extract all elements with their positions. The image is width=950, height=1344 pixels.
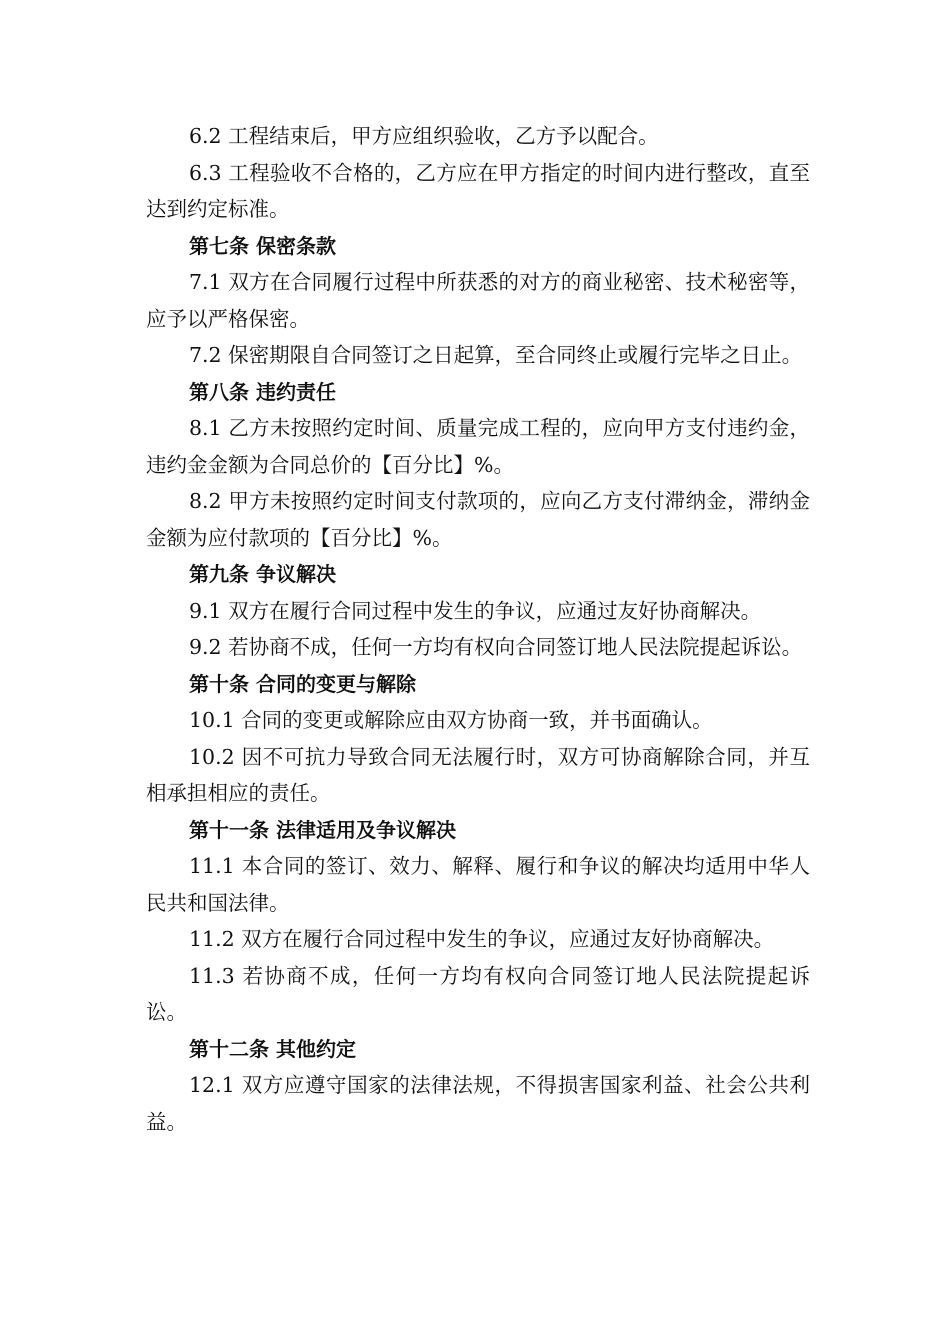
clause-8-2: 8.2 甲方未按照约定时间支付款项的，应向乙方支付滞纳金，滞纳金金额为应付款项的【百分比】%。: [146, 489, 810, 550]
document-page: [146, 118, 810, 1140]
article-11-heading: 第十一条 法律适用及争议解决: [189, 817, 456, 842]
clause-11-3: 11.3 若协商不成，任何一方均有权向合同签订地人民法院提起诉讼。: [146, 963, 810, 1024]
clause-11-2: 11.2 双方在履行合同过程中发生的争议，应通过友好协商解决。: [189, 927, 775, 951]
clause-11-1: 11.1 本合同的签订、效力、解释、履行和争议的解决均适用中华人民共和国法律。: [146, 854, 810, 915]
article-9-heading: 第九条 争议解决: [189, 562, 336, 586]
clause-12-1: 12.1 双方应遵守国家的法律法规，不得损害国家利益、社会公共利益。: [146, 1073, 810, 1134]
article-12-heading: 第十二条 其他约定: [189, 1036, 356, 1061]
clause-10-2: 10.2 因不可抗力导致合同无法履行时，双方可协商解除合同，并互相承担相应的责任。: [146, 744, 810, 805]
clause-7-2: 7.2 保密期限自合同签订之日起算，至合同终止或履行完毕之日止。: [189, 343, 803, 367]
clause-9-1: 9.1 双方在履行合同过程中发生的争议，应通过友好协商解决。: [189, 598, 762, 623]
clause-7-1: 7.1 双方在合同履行过程中所获悉的对方的商业秘密、技术秘密等，应予以严格保密。: [146, 270, 810, 331]
clause-8-1: 8.1 乙方未按照约定时间、质量完成工程的，应向甲方支付违约金，违约金金额为合同总价的【百分比】%。: [146, 416, 810, 477]
clause-6-3: 6.3 工程验收不合格的，乙方应在甲方指定的时间内进行整改，直至达到约定标准。: [146, 160, 810, 221]
article-8-heading: 第八条 违约责任: [189, 379, 336, 404]
clause-10-1: 10.1 合同的变更或解除应由双方协商一致，并书面确认。: [189, 708, 713, 732]
clause-9-2: 9.2 若协商不成，任何一方均有权向合同签订地人民法院提起诉讼。: [189, 635, 803, 659]
article-10-heading: 第十条 合同的变更与解除: [189, 671, 416, 696]
article-7-heading: 第七条 保密条款: [189, 233, 336, 258]
clause-6-2: 6.2 工程结束后，甲方应组织验收，乙方予以配合。: [189, 124, 659, 148]
